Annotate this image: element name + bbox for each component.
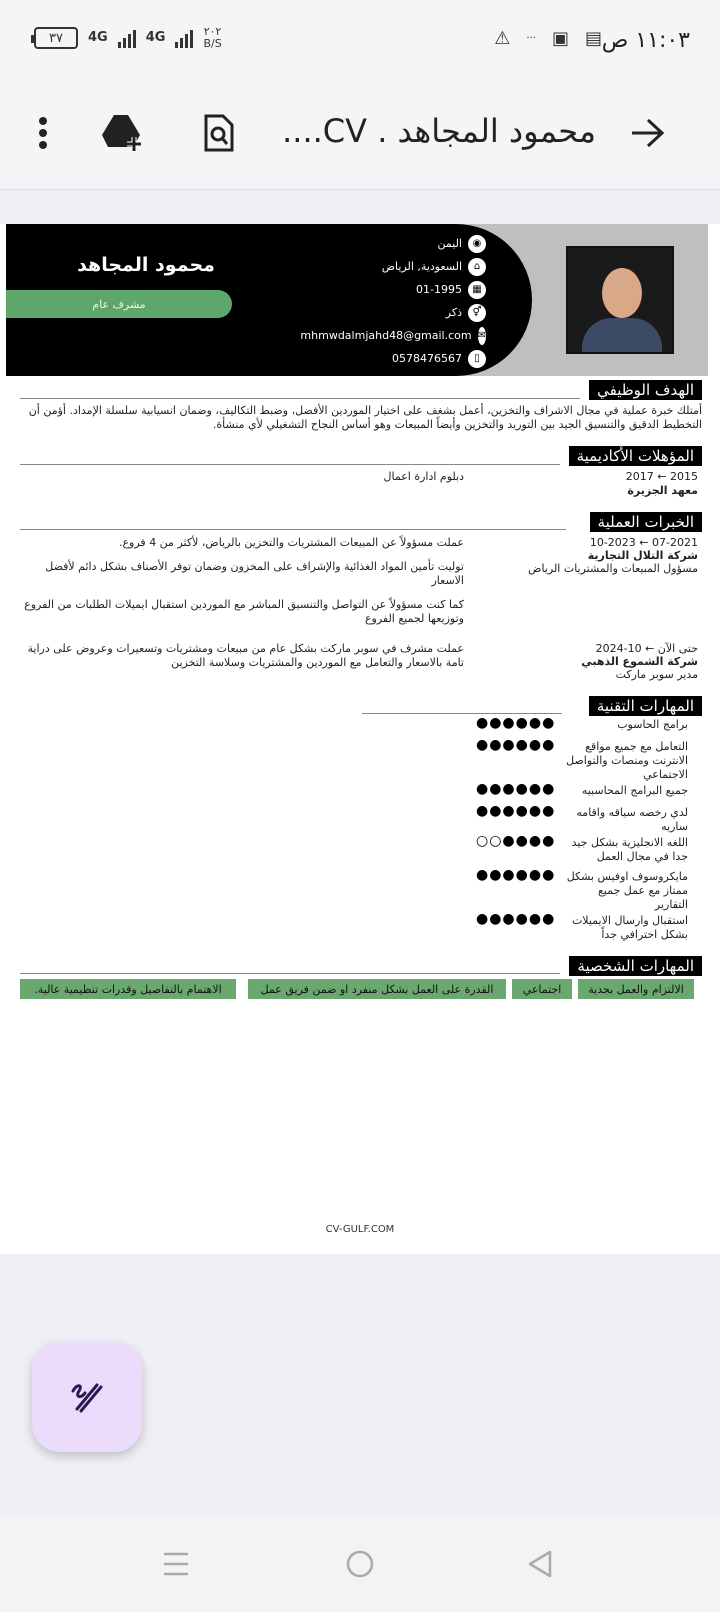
- location-icon: ◉: [468, 235, 486, 253]
- skill-name: لدي رخصه سياقه واقامه ساريه: [576, 806, 688, 833]
- objective-title: الهدف الوظيفي: [589, 380, 702, 400]
- skill-name: اللغه الانجليزية بشكل جيد جدا في مجال العمل: [571, 836, 688, 863]
- more-notifications-icon: ···: [526, 33, 536, 44]
- email-icon: ✉: [478, 327, 486, 345]
- contact-item: ▦ 01-1995: [306, 278, 486, 301]
- contact-list: [300, 232, 486, 370]
- skill-level-dots: ●●●●●●: [476, 781, 556, 797]
- app-notification-icon: ▣: [551, 28, 569, 49]
- network-type-1: 4G: [88, 30, 108, 45]
- section-divider: [20, 398, 580, 399]
- cv-document: [0, 224, 720, 1254]
- cv-role: مشرف عام: [6, 290, 232, 318]
- section-divider: [362, 713, 562, 714]
- system-nav-bar: [0, 1516, 720, 1612]
- cv-name: محمود المجاهد: [77, 254, 215, 276]
- section-divider: [20, 973, 560, 974]
- contact-item: ✉ mhmwdalmjahd48@gmail.com: [306, 324, 486, 347]
- signal-icon-2: [175, 28, 193, 48]
- status-left: [34, 26, 222, 50]
- contact-item: ◉ اليمن: [306, 232, 486, 255]
- experience-2-company: شركة الشموع الذهبي: [581, 655, 698, 668]
- speed-value: ٢٠٢: [203, 25, 222, 38]
- phone-icon: ▯: [468, 350, 486, 368]
- status-bar: [0, 0, 720, 80]
- section-divider: [20, 529, 566, 530]
- skill-level-dots: ●●●●●●: [476, 737, 556, 753]
- network-type-2: 4G: [145, 30, 166, 45]
- app-toolbar: [0, 80, 720, 190]
- skill-name: جميع البرامج المحاسبيه: [581, 784, 688, 797]
- contact-item: ⚥ ذكر: [306, 301, 486, 324]
- experience-1-company: شركة التلال التجارية: [587, 549, 698, 562]
- contact-item: ⌂ السعودية, الرياض: [306, 255, 486, 278]
- skill-name: برامج الحاسوب: [617, 718, 688, 731]
- back-arrow-icon[interactable]: [624, 110, 670, 156]
- skill-level-dots: ●●●●●●: [476, 867, 556, 883]
- experience-2-position: مدير سوبر ماركت: [615, 668, 698, 681]
- notification-icons: [494, 28, 602, 49]
- gender-icon: ⚥: [468, 304, 486, 322]
- experience-1-dates: 10-2023 ← 07-2021: [589, 536, 698, 549]
- sim-icon: ▤: [584, 28, 602, 49]
- personal-skills-title: المهارات الشخصية: [569, 956, 702, 976]
- home-circle-icon[interactable]: [340, 1544, 380, 1584]
- skills-title: المهارات التقنية: [589, 696, 702, 716]
- section-divider: [20, 464, 560, 465]
- experience-1-position: مسؤول المبيعات والمشتريات الرياض: [528, 562, 698, 575]
- personal-skill-chip: الالتزام والعمل بجدية: [578, 979, 694, 999]
- warning-icon: ⚠: [494, 28, 511, 49]
- experience-2-dates: حتى الآن ← 10-2024: [595, 642, 698, 655]
- edit-fab-button[interactable]: [32, 1342, 142, 1452]
- network-speed: [203, 26, 221, 50]
- drive-add-icon[interactable]: [100, 110, 146, 156]
- experience-1-detail: عملت مسؤولاً عن المبيعات المشتريات والتخزين بالرياض، لأكثر من 4 فروع.: [118, 536, 464, 549]
- education-institution: معهد الجزيرة: [627, 484, 698, 497]
- profile-photo: [566, 246, 674, 354]
- cv-footer: CV-GULF.COM: [325, 1224, 395, 1235]
- document-title: محمود المجاهد . CV....: [282, 112, 596, 150]
- cv-header: [6, 224, 708, 376]
- search-document-icon[interactable]: [196, 110, 242, 156]
- edit-pen-icon: [67, 1377, 107, 1417]
- home-icon: ⌂: [468, 258, 486, 276]
- experience-2-detail: عملت مشرف في سوبر ماركت بشكل عام من مبيعات ومشتريات وتسعيرات وعروض على دراية تامة بالاسعار والتعامل مع الموردين والمشتريات وسلاسة التخزين: [27, 642, 464, 669]
- battery-icon: [34, 27, 78, 49]
- battery-level: ٣٧: [49, 30, 63, 46]
- personal-skill-chip: الاهتمام بالتفاصيل وقدرات تنظيمية عالية.: [20, 979, 236, 999]
- signal-icon: [118, 28, 136, 48]
- birthday-icon: ▦: [468, 281, 486, 299]
- skill-level-dots: ●●●●●●: [476, 803, 556, 819]
- back-triangle-icon[interactable]: [520, 1544, 560, 1584]
- skill-level-dots: ○○●●●●: [476, 833, 556, 849]
- experience-1-detail: توليت تأمين المواد الغذائية والإشراف على المخزون وضمان توفر الأصناف بشكل دائم لأفضل الاسعار: [45, 560, 464, 587]
- objective-text: أمتلك خبرة عملية في مجال الاشراف والتخزين، أعمل بشغف على اختيار الموردين الأفضل، وضبط التكاليف، وضمان انسيابية سلسلة الإمداد. أؤمن أن التخطيط الدقيق والتنسيق الجيد بين التوريد والتخزين وأيضاً المبيعات وهو أساس النجاح التشغيلي لأي منشأة.: [28, 404, 702, 431]
- skill-name: استقبال وارسال الايميلات بشكل احترافي جداً: [571, 914, 688, 941]
- skill-level-dots: ●●●●●●: [476, 911, 556, 927]
- education-title: المؤهلات الأكاديمية: [569, 446, 702, 466]
- contact-item: ▯ 0578476567: [306, 347, 486, 370]
- more-vert-icon[interactable]: [20, 110, 66, 156]
- education-degree: دبلوم ادارة اعمال: [383, 470, 464, 483]
- experience-1-detail: كما كنت مسؤولاً عن التواصل والتنسيق المباشر مع الموردين استقبال ايميلات الطلبات من الفروع وتوزيعها لجميع الفروع: [24, 598, 464, 625]
- personal-skill-chip: اجتماعي: [512, 979, 572, 999]
- skill-name: التعامل مع جميع مواقع الانترنت ومنصات والتواصل الاجتماعي: [566, 740, 688, 781]
- skill-level-dots: ●●●●●●: [476, 715, 556, 731]
- speed-unit: B/S: [203, 37, 222, 50]
- experience-title: الخبرات العملية: [590, 512, 702, 532]
- personal-skill-chip: القدرة على العمل بشكل منفرد او ضمن فريق عمل: [248, 979, 506, 999]
- recent-apps-icon[interactable]: [156, 1544, 196, 1584]
- skill-name: مايكروسوف اوفيس بشكل ممتاز مع عمل جميع التقارير: [566, 870, 688, 911]
- education-dates: 2017 ← 2015: [625, 470, 698, 483]
- clock: ١١:٠٣ ص: [601, 28, 690, 53]
